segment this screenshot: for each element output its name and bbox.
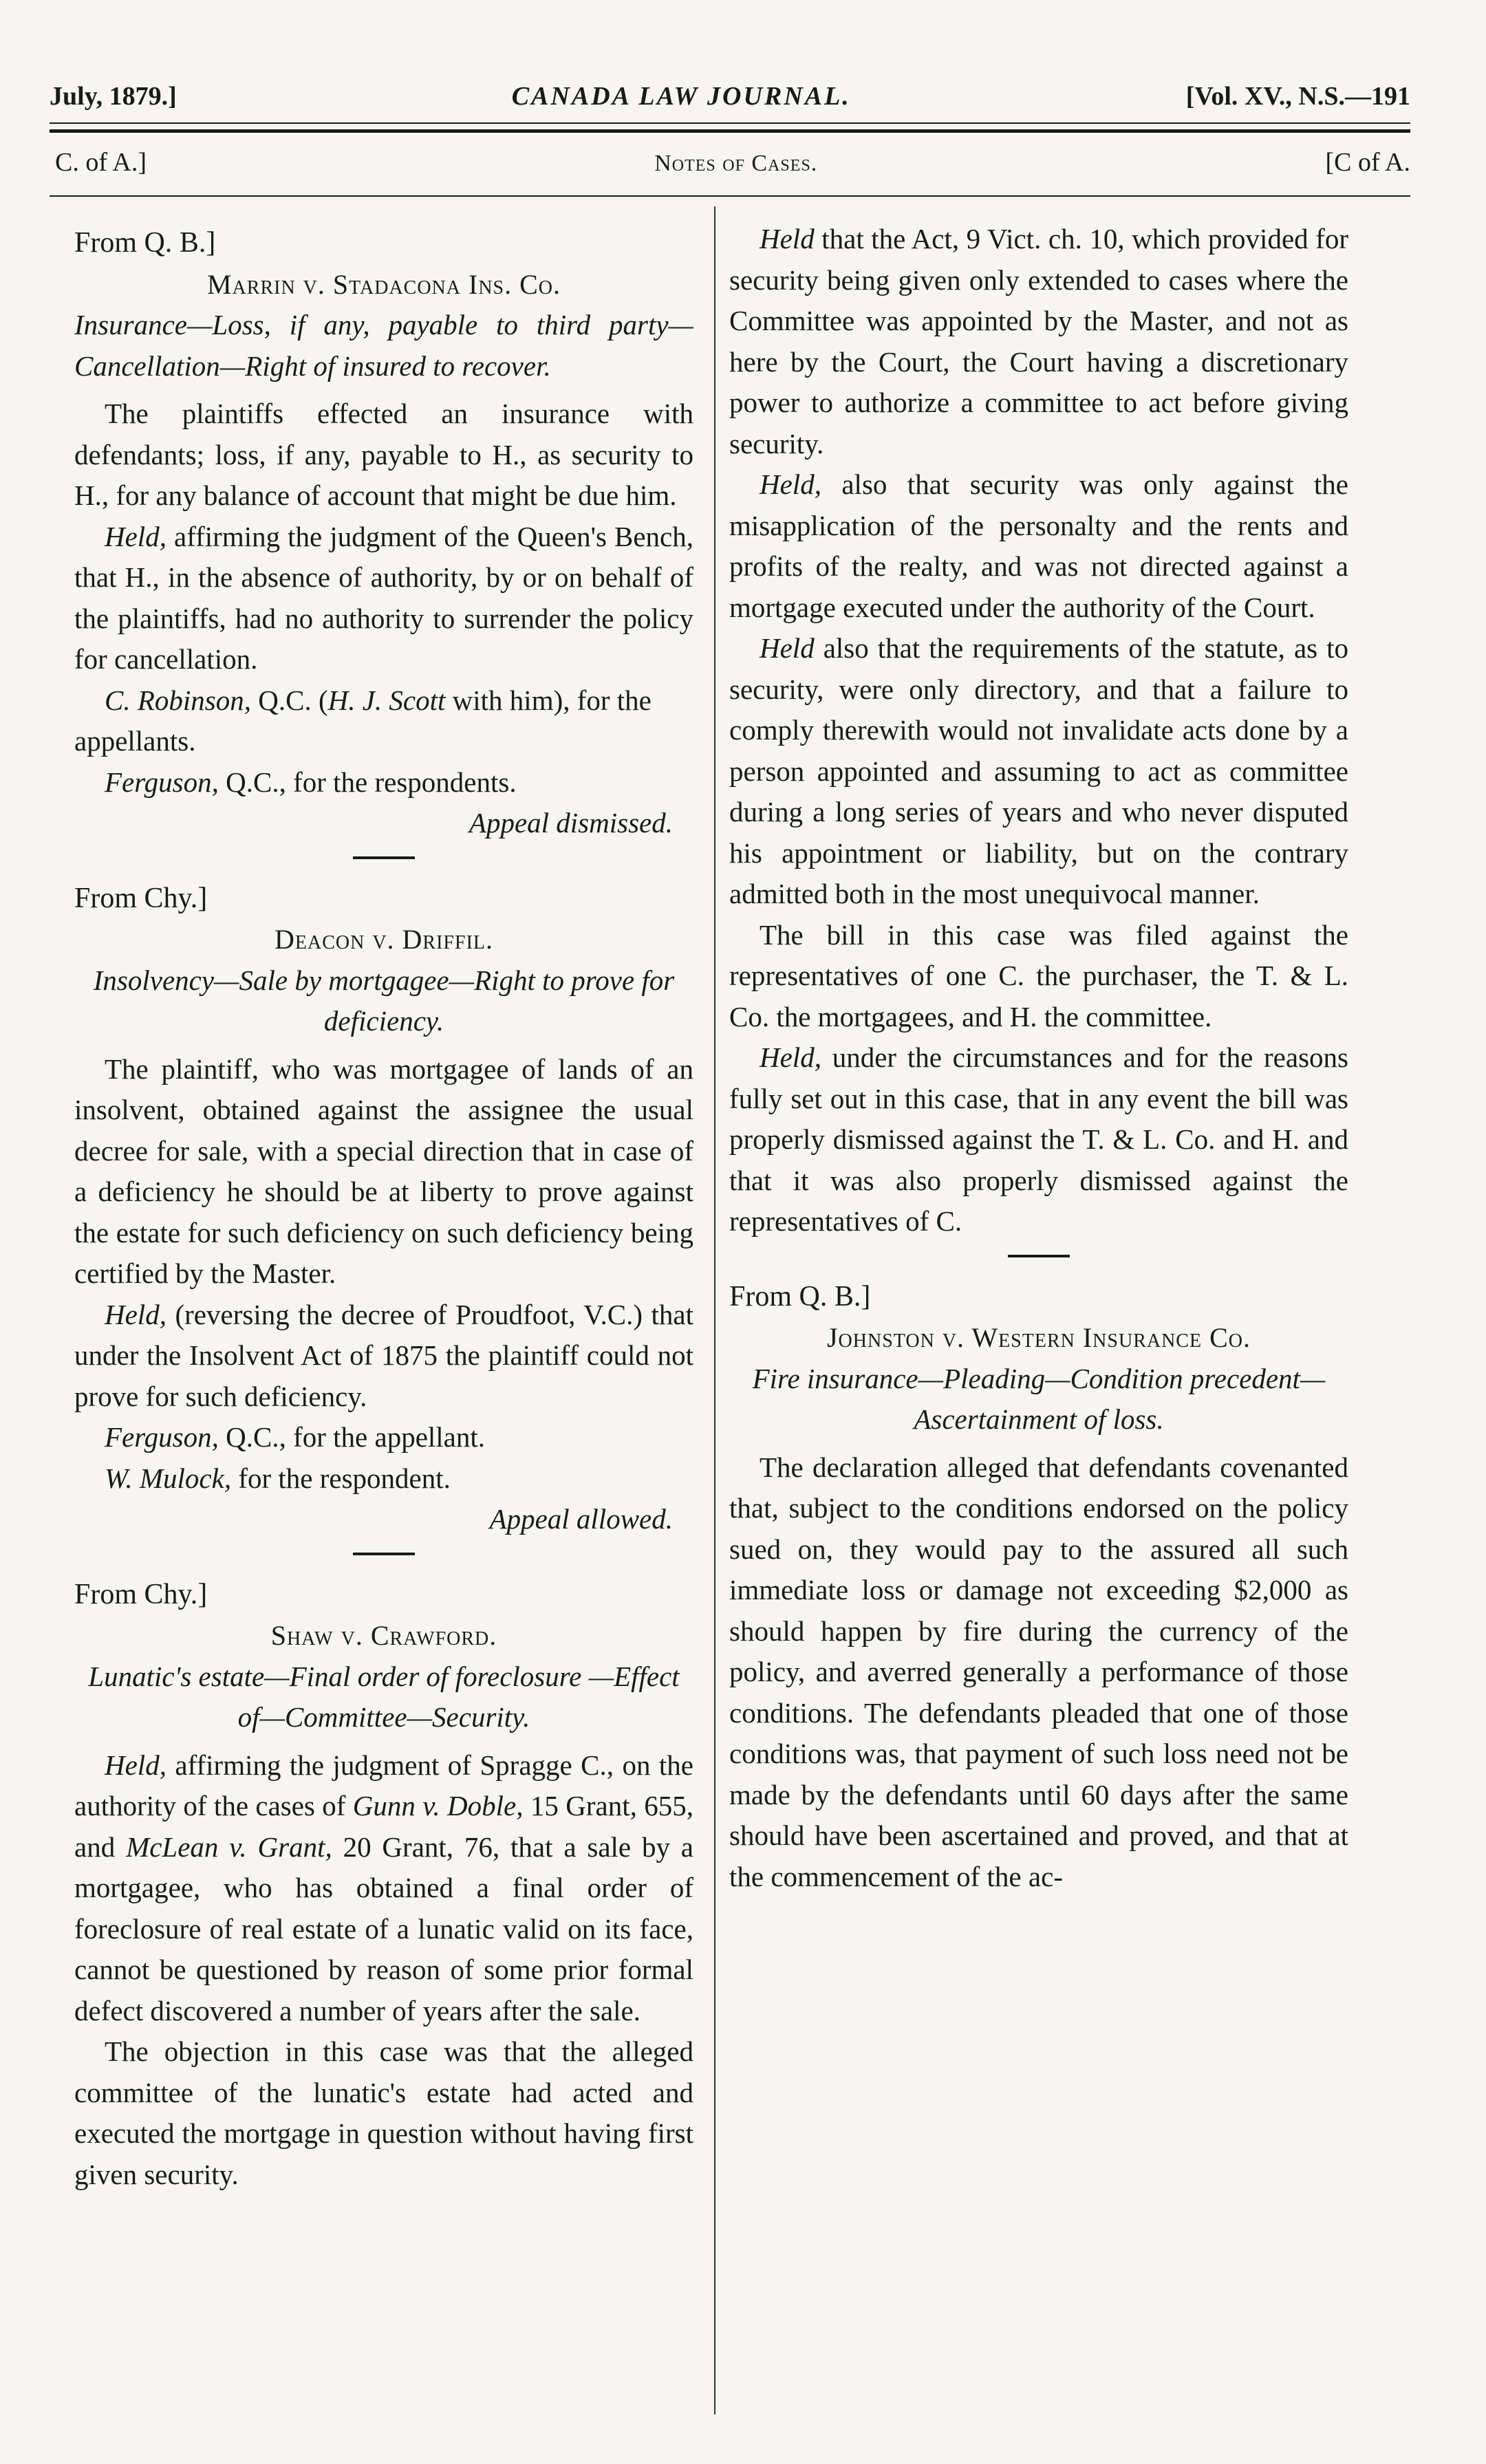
case-headnote: Fire insurance—Pleading—Condition precedent—Ascertainment of loss.: [752, 1362, 1326, 1435]
case-title: Johnston v. Western Insurance Co.: [826, 1322, 1251, 1353]
journal-title: CANADA LAW JOURNAL.: [511, 82, 851, 111]
case-title: Shaw v. Crawford.: [270, 1620, 497, 1651]
counsel-appellants: C. Robinson, Q.C. (H. J. Scott with him), for the appellants.: [74, 684, 652, 757]
header-date: July, 1879.]: [50, 82, 177, 111]
case-headnote: Lunatic's estate—Final order of foreclosure —Effect of—Committee—Security.: [88, 1660, 680, 1733]
header-rule-thick: [50, 129, 1410, 133]
running-header: [50, 81, 1410, 111]
case-origin: From Chy.]: [74, 882, 208, 914]
case-separator: [353, 1553, 415, 1555]
case-shaw-continued: [729, 219, 1348, 1242]
case-holding: Held, also that security was only against the misapplication of the personalty and the rents and profits of the realty, and was not directed against a mortgage executed under the authority of the Court.: [729, 468, 1348, 623]
case-holding: Held, affirming the judgment of Spragge C., on the authority of the cases of Gunn v. Doble, 15 Grant, 655, and McLean v. Grant, 20 Grant, 76, that a sale by a mortgagee, who has obtained a final order of foreclosure of real estate of a lunatic valid on its face, cannot be questioned by reason of some prior formal defect discovered a number of years after the sale.: [74, 1749, 694, 2027]
case-holding: [74, 1295, 693, 1418]
court-right: [C of A.: [1325, 148, 1410, 177]
case-result: Appeal allowed.: [489, 1503, 673, 1535]
case-headnote: Insurance—Loss, if any, payable to third party—Cancellation—Right of insured to recover.: [74, 309, 693, 382]
case-holding: Held, under the circumstances and for the reasons fully set out in this case, that in any event the bill was properly dismissed against the T. & L. Co. and H. and that it was also properly dismissed against the representatives of C.: [729, 1041, 1348, 1237]
case-facts: The plaintiffs effected an insurance with defendants; loss, if any, payable to H., as security to H., for any balance of account that might be due him.: [74, 398, 693, 511]
case-holding: Held that the Act, 9 Vict. ch. 10, which provided for security being given only extended to cases where the Committee was appointed by the Master, and not as here by the Court, the Court having a discretionary power to authorize a committee to act before giving security.: [729, 223, 1348, 460]
held-text: affirming the judgment of the Queen's Bench, that H., in the absence of authority, by or on behalf of the plaintiffs, had no authority to surrender the policy for cancellation.: [74, 520, 693, 675]
court-left: C. of A.]: [55, 148, 147, 177]
held-label: Held,: [105, 520, 166, 552]
left-column: [74, 219, 693, 2195]
case-johnston: [729, 1277, 1348, 1898]
counsel-respondent: W. Mulock, for the respondent.: [105, 1462, 451, 1494]
case-origin: From Q. B.]: [729, 1280, 871, 1312]
cited-case: Gunn v. Doble,: [352, 1790, 524, 1822]
section-title: Notes of Cases.: [654, 151, 818, 176]
column-divider: [714, 206, 715, 2414]
case-bill: The bill in this case was filed against the representatives of one C. the purchaser, the T. & L. Co. the mortgagees, and H. the committee.: [729, 918, 1348, 1033]
case-separator: [1008, 1255, 1070, 1257]
case-facts: The declaration alleged that defendants covenanted that, subject to the conditions endorsed on the policy sued on, they would pay to the assured all such immediate loss or damage not exceeding $2,000 as should happen by fire during the currency of the policy, and averred generally a performance of those conditions. The defendants pleaded that one of those conditions was, that payment of such loss need not be made by the defendants until 60 days after the same should have been ascertained and proved, and that at the commencement of the ac-: [729, 1451, 1348, 1892]
counsel-appellant: Ferguson, Q.C., for the appellant.: [105, 1421, 486, 1453]
case-title: Marrin v. Stadacona Ins. Co.: [206, 268, 561, 300]
case-objection: The objection in this case was that the alleged committee of the lunatic's estate had acted and executed the mortgage in question without having first given security.: [74, 2035, 693, 2190]
case-holding: [74, 517, 693, 680]
held-label: Held,: [105, 1298, 166, 1330]
case-marrin: [74, 223, 693, 844]
case-headnote: Insolvency—Sale by mortgagee—Right to prove for deficiency.: [93, 964, 675, 1037]
cited-case: McLean v. Grant,: [126, 1830, 332, 1863]
right-column: [729, 219, 1348, 1897]
section-rule: [50, 195, 1410, 197]
volume-page: [Vol. XV., N.S.—191: [1185, 82, 1410, 111]
header-rule-thin: [50, 122, 1410, 124]
case-separator: [353, 856, 415, 859]
held-text: (reversing the decree of Proudfoot, V.C.) that under the Insolvent Act of 1875 the plaintiff could not prove for such deficiency.: [74, 1298, 693, 1412]
case-facts: The plaintiff, who was mortgagee of lands of an insolvent, obtained against the assignee the usual decree for sale, with a special direction that in case of a deficiency he should be at liberty to prove against the estate for such deficiency on such deficiency being certified by the Master.: [74, 1052, 693, 1289]
case-shaw: [74, 1575, 693, 2196]
counsel-respondents: Ferguson, Q.C., for the respondents.: [105, 766, 517, 798]
section-header: [55, 147, 1410, 177]
case-origin: From Q. B.]: [74, 227, 216, 259]
case-deacon: [74, 878, 693, 1540]
case-origin: From Chy.]: [74, 1578, 208, 1610]
case-result: Appeal dismissed.: [469, 807, 673, 839]
case-holding: Held also that the requirements of the statute, as to security, were only directory, and that a failure to comply therewith would not invalidate acts done by a person appointed and assuming to act as committee during a long series of years and who never disputed his appointment or liability, but on the contrary admitted both in the most unequivocal manner.: [729, 632, 1348, 909]
case-title: Deacon v. Driffil.: [274, 924, 493, 955]
